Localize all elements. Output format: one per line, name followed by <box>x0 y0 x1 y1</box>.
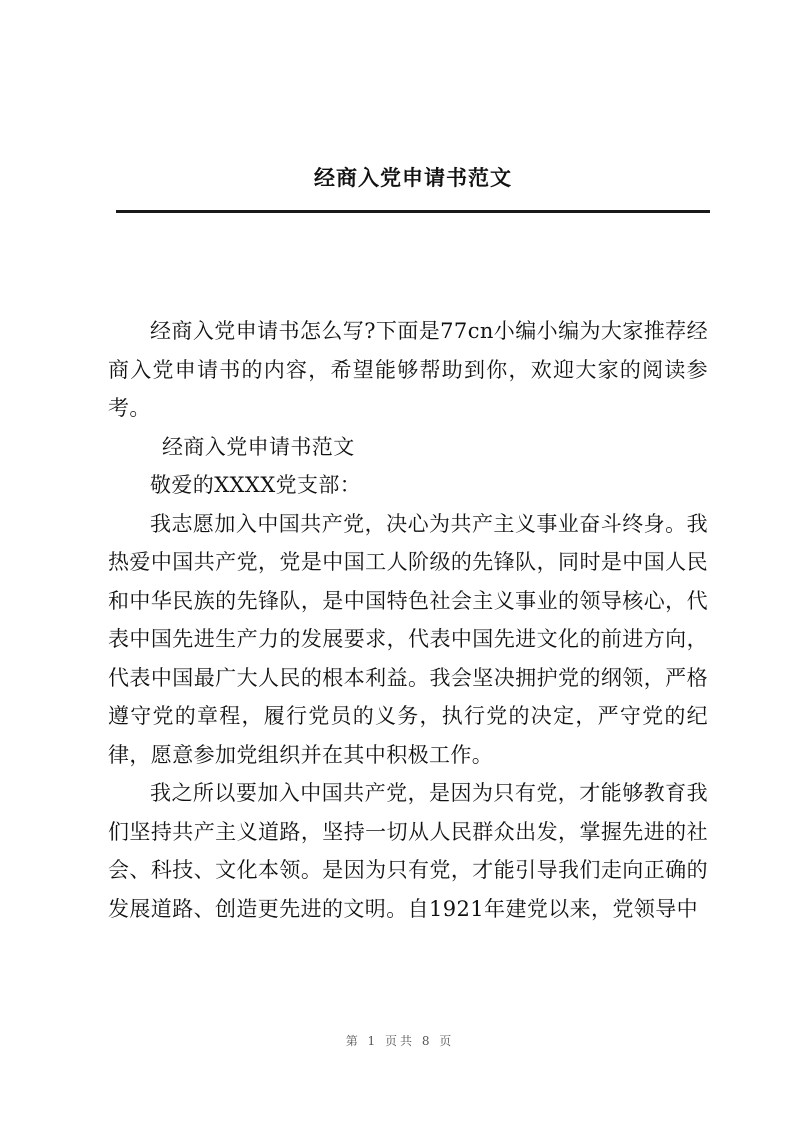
salutation: 敬爱的XXXX党支部： <box>150 473 362 497</box>
body-paragraph: 我志愿加入中国共产党，决心为共产主义事业奋斗终身。我热爱中国共产党，党是中国工人阶级的先锋队，同时是中国人民和中华民族的先锋队，是中国特色社会主义事业的领导核心，代表中国先进生产力的发展要求，代表中国先进文化的前进方向，代表中国最广大人民的根本利益。我会坚决拥护党的纲领，严格遵守党的章程，履行党员的义务，执行党的决定，严守党的纪律，愿意参加党组织并在其中积极工作。 <box>108 511 708 767</box>
title-divider <box>116 210 710 213</box>
body-paragraph: 我之所以要加入中国共产党，是因为只有党，才能够教育我们坚持共产主义道路，坚持一切从人民群众出发，掌握先进的社会、科技、文化本领。是因为只有党，才能引导我们走向正确的发展道路、创造更先进的文明。自1921年建党以来，党领导中 <box>108 781 708 921</box>
document-body <box>108 312 708 928</box>
intro-paragraph: 经商入党申请书怎么写?下面是77cn小编小编为大家推荐经商入党申请书的内容，希望能够帮助到你，欢迎大家的阅读参考。 <box>108 319 708 420</box>
page-number: 第 1 页共 8 页 <box>345 1034 455 1048</box>
sub-heading: 经商入党申请书范文 <box>162 434 355 459</box>
page-title: 经商入党申请书范文 <box>314 166 512 190</box>
